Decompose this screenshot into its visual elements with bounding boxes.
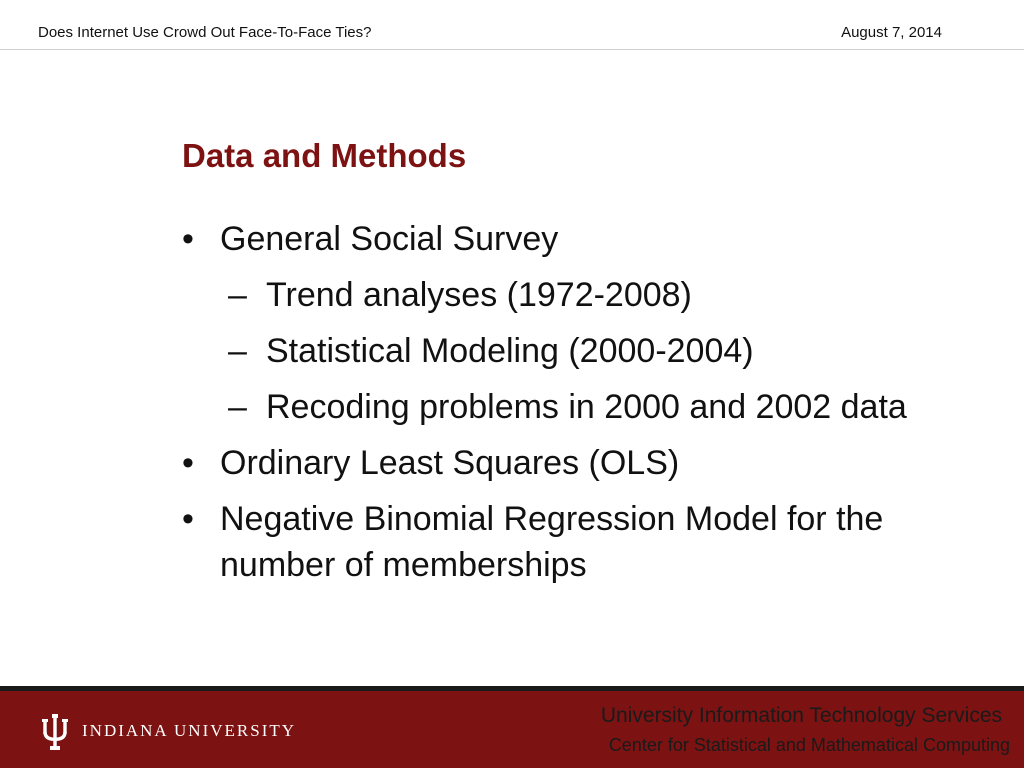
sub-bullet-text: Statistical Modeling (2000-2004)	[266, 332, 754, 370]
presentation-date: August 7, 2014	[841, 24, 942, 41]
bullet-text: Ordinary Least Squares (OLS)	[220, 444, 680, 482]
university-name: INDIANA UNIVERSITY	[82, 721, 297, 740]
sub-bullet-marker: –	[228, 388, 247, 426]
bullet-item-negative-binomial	[182, 496, 962, 588]
sub-bullet-marker: –	[228, 332, 247, 370]
center-name: Center for Statistical and Mathematical Computing	[608, 735, 1010, 755]
bullet-marker: •	[182, 220, 194, 258]
slide-title: Data and Methods	[182, 137, 467, 174]
bullet-marker: •	[182, 444, 194, 482]
header-divider	[0, 49, 1024, 50]
slide-footer	[0, 686, 1024, 768]
sub-bullet-trend-analyses	[182, 272, 962, 318]
sub-bullet-marker: –	[228, 276, 247, 314]
slide-header	[0, 0, 1024, 50]
sub-bullet-recoding-problems	[182, 384, 962, 430]
sub-bullet-text: Recoding problems in 2000 and 2002 data	[266, 388, 907, 426]
presentation-title: Does Internet Use Crowd Out Face-To-Face Ties?	[38, 24, 372, 41]
sub-bullet-statistical-modeling	[182, 328, 962, 374]
bullet-list	[182, 216, 962, 598]
bullet-text: General Social Survey	[220, 220, 559, 258]
iu-trident-icon	[40, 714, 70, 755]
bullet-item-general-social-survey	[182, 216, 962, 262]
bullet-text: Negative Binomial Regression Model for the number of memberships	[220, 500, 884, 584]
bullet-item-ols	[182, 440, 962, 486]
department-name: University Information Technology Services	[600, 704, 1002, 727]
bullet-marker: •	[182, 500, 194, 538]
sub-bullet-text: Trend analyses (1972-2008)	[266, 276, 692, 314]
